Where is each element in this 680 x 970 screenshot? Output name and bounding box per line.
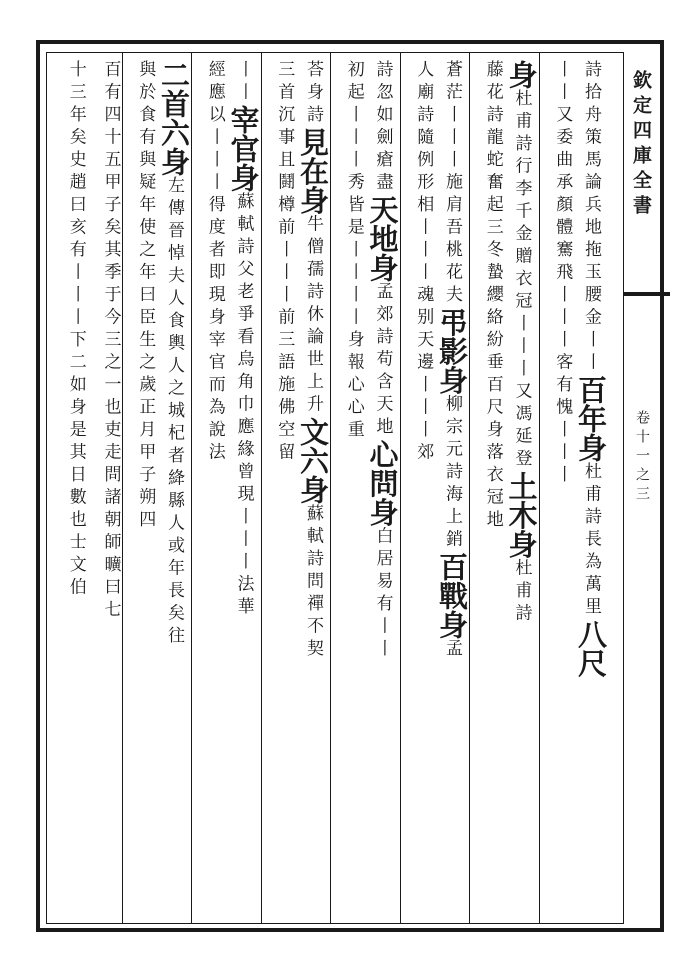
text-column xyxy=(125,60,154,533)
headword: 文六身 xyxy=(296,417,330,504)
entry-text: 前三語施佛空留 xyxy=(274,307,295,465)
entry-text: 魂别天邊丨丨丨 xyxy=(413,285,434,443)
entry-text: 丨丨又委曲承顏體騫飛丨丨丨 xyxy=(552,60,573,353)
headword: 二首六身 xyxy=(157,60,191,176)
text-column xyxy=(574,60,608,678)
text-column xyxy=(90,60,119,623)
headword: 八尺 xyxy=(574,619,608,678)
headword: 宰官身 xyxy=(226,105,261,192)
entry-text: 初起丨丨丨 xyxy=(343,60,364,173)
entry-text: 十三年矣史趙曰亥有丨丨丨下二如身是其日數也士文伯 xyxy=(65,60,86,600)
headword: 見在身 xyxy=(296,127,330,215)
entry-text: 蒼茫丨丨丨施肩吾桃花夫 xyxy=(442,60,462,308)
entry-text: 蘇軾詩問禪不契 xyxy=(303,504,323,662)
text-column xyxy=(55,60,84,600)
column-divider xyxy=(261,53,262,923)
column-divider xyxy=(469,53,470,923)
entry-text: 人廟詩隨例形相丨丨丨 xyxy=(413,60,434,285)
book-title: 欽定四庫全書 xyxy=(630,70,652,220)
text-column xyxy=(333,60,362,443)
entry-text: 柳宗元詩海上銷 xyxy=(442,394,462,552)
headword: 心問身 xyxy=(365,439,400,527)
entry-text: 杜甫詩行李千金贈衣冠丨丨丨又馮延登 xyxy=(511,89,532,472)
column-divider xyxy=(191,53,192,923)
text-column xyxy=(472,60,501,533)
entry-text: 與於食有與疑年使之年曰臣生之歲正月甲子朔四 xyxy=(135,60,156,533)
text-column xyxy=(542,60,571,488)
column-divider xyxy=(330,53,331,923)
volume-label: 卷十一之三 xyxy=(634,410,650,505)
gutter-fishtail-mark xyxy=(624,292,670,296)
entry-text: 左傳晉悼夫人食輿人之城杞者絳縣人或年長矣往 xyxy=(164,176,184,649)
entry-text: 牛僧孺詩休論世上升 xyxy=(303,214,323,417)
entry-text: 落衣冠地 xyxy=(482,442,503,533)
column-divider xyxy=(400,53,401,923)
headword: 天地身 xyxy=(365,195,400,282)
entry-text: 經應以丨丨丨得度者即現身宰官而為說法 xyxy=(204,60,225,465)
headword: 百戰身 xyxy=(435,552,469,639)
entry-text: 三首 xyxy=(274,60,295,105)
entry-text: 杜甫詩長為萬里 xyxy=(581,462,601,620)
entry-text: 郊 xyxy=(413,442,434,465)
entry-text: 秀皆是丨丨丨 xyxy=(343,172,364,308)
entry-text: 孟郊詩苟含天地 xyxy=(372,282,393,440)
headword: 弔影身 xyxy=(435,307,469,395)
column-divider xyxy=(122,53,123,923)
entry-text: 杜甫詩 xyxy=(511,558,532,626)
entry-text: 丨丨 xyxy=(233,60,254,105)
entry-text: 丨身報心心重 xyxy=(343,307,364,443)
entry-text: 白居易有丨丨 xyxy=(372,526,393,662)
text-column xyxy=(194,60,223,465)
entry-text: 孟 xyxy=(442,639,462,662)
entry-text: 詩忽如劍瘡盡 xyxy=(372,60,393,195)
column-divider xyxy=(539,53,540,923)
text-column xyxy=(296,60,330,662)
entry-text: 丨丨 xyxy=(581,330,601,375)
text-column xyxy=(435,60,469,662)
entry-text: 百有四十五甲子矣其季于今三之一也吏走問諸朝師曠曰七 xyxy=(100,60,121,623)
headword: 百年身 xyxy=(574,375,608,462)
entry-text: 蘇軾詩父老爭看烏角巾應緣曾現丨丨丨法華 xyxy=(233,192,254,620)
headword: 土木身 xyxy=(504,471,539,559)
entry-text: 荅身詩 xyxy=(303,60,323,128)
text-column xyxy=(226,60,261,620)
headword: 身 xyxy=(504,60,539,89)
text-column xyxy=(157,60,191,649)
text-column xyxy=(504,60,539,626)
text-column xyxy=(365,60,400,662)
text-column xyxy=(403,60,432,465)
entry-text: 藤花詩龍蛇奮起三冬蟄纓絡紛垂百尺身 xyxy=(482,60,503,443)
entry-text: 沉事且鬪樽前丨丨丨 xyxy=(274,105,295,308)
entry-text: 詩拾舟策馬論兵地拖玉腰金 xyxy=(581,60,601,330)
text-column xyxy=(264,60,293,465)
entry-text: 客有愧丨丨丨 xyxy=(552,352,573,488)
